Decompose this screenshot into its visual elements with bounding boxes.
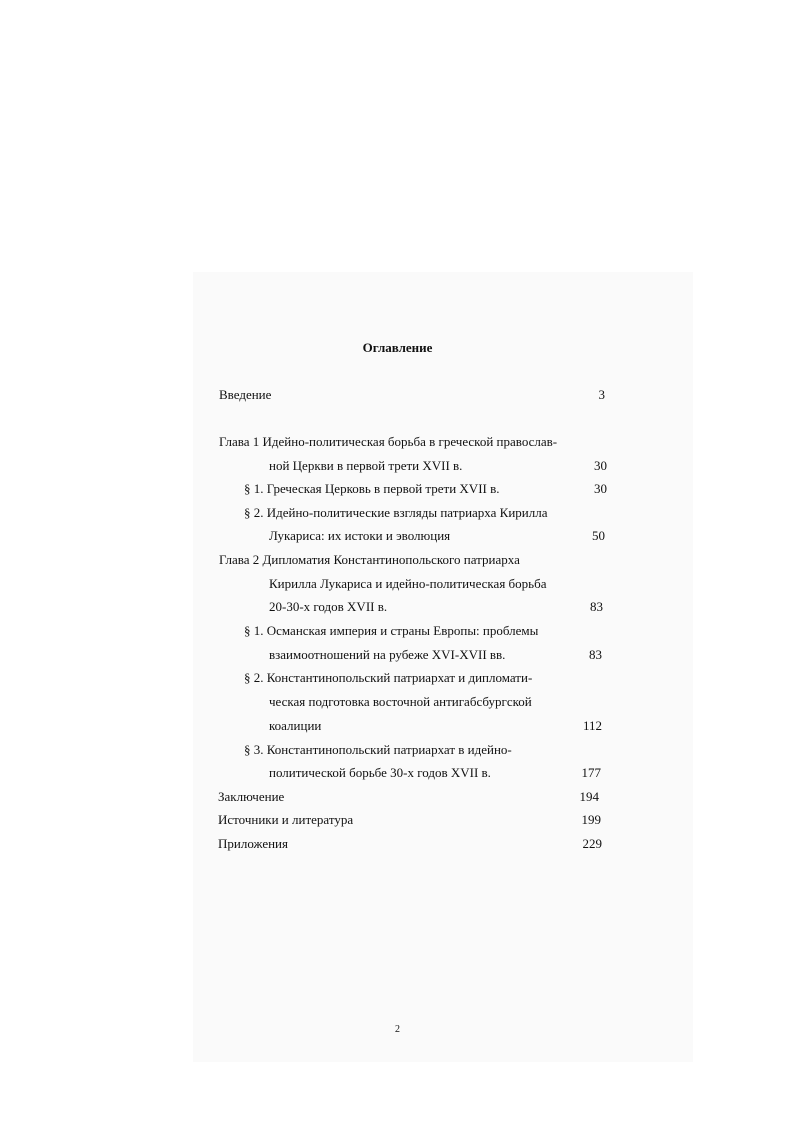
toc-appendix-page: 229 xyxy=(582,836,602,851)
toc-ch2-s3-line1: § 3. Константинопольский патриархат в идейно- xyxy=(244,742,512,757)
toc-ch1-s2-line1: § 2. Идейно-политические взгляды патриарха Кирилла xyxy=(244,505,548,520)
toc-ch2-s2-page: 112 xyxy=(582,718,602,733)
toc-ch1-s1-page: 30 xyxy=(594,481,607,496)
toc-conclusion-label: Заключение xyxy=(218,789,285,804)
toc-ch2-page: 83 xyxy=(590,599,603,614)
toc-ch2-s3-page: 177 xyxy=(581,765,601,780)
toc-ch2-s1-line2: взаимоотношений на рубеже XVI-XVII вв. xyxy=(269,647,506,662)
page-number: 2 xyxy=(395,1024,400,1035)
toc-conclusion-page: 194 xyxy=(579,789,599,804)
toc-ch2-s2-line2: ческая подготовка восточной антигабсбургской xyxy=(269,694,532,709)
toc-ch1-s1-label: § 1. Греческая Церковь в первой трети XVII в. xyxy=(244,481,500,496)
toc-ch1-line2: ной Церкви в первой трети XVII в. xyxy=(269,458,463,473)
toc-intro-page: 3 xyxy=(598,387,605,402)
toc-ch2-line3: 20-30-х годов XVII в. xyxy=(269,599,388,614)
toc-ch2-s1-line1: § 1. Османская империя и страны Европы: проблемы xyxy=(244,623,539,638)
toc-appendix-label: Приложения xyxy=(218,836,288,851)
page-title: Оглавление xyxy=(362,340,433,355)
toc-ch1-s2-page: 50 xyxy=(592,528,605,543)
toc-ch2-s2-line3: коалиции xyxy=(269,718,322,733)
toc-sources-page: 199 xyxy=(581,812,601,827)
toc-ch1-line1: Глава 1 Идейно-политическая борьба в греческой православ- xyxy=(219,434,558,449)
toc-ch2-line2: Кирилла Лукариса и идейно-политическая борьба xyxy=(269,576,547,591)
toc-ch2-s1-page: 83 xyxy=(589,647,602,662)
toc-ch2-s3-line2: политической борьбе 30-х годов XVII в. xyxy=(269,765,491,780)
toc-ch2-s2-line1: § 2. Константинопольский патриархат и дипломати- xyxy=(244,670,533,685)
toc-sources-label: Источники и литература xyxy=(218,812,354,827)
toc-ch1-page: 30 xyxy=(594,458,607,473)
toc-ch2-line1: Глава 2 Дипломатия Константинопольского патриарха xyxy=(219,552,520,567)
toc-ch1-s2-line2: Лукариса: их истоки и эволюция xyxy=(269,528,451,543)
toc-intro-label: Введение xyxy=(219,387,272,402)
